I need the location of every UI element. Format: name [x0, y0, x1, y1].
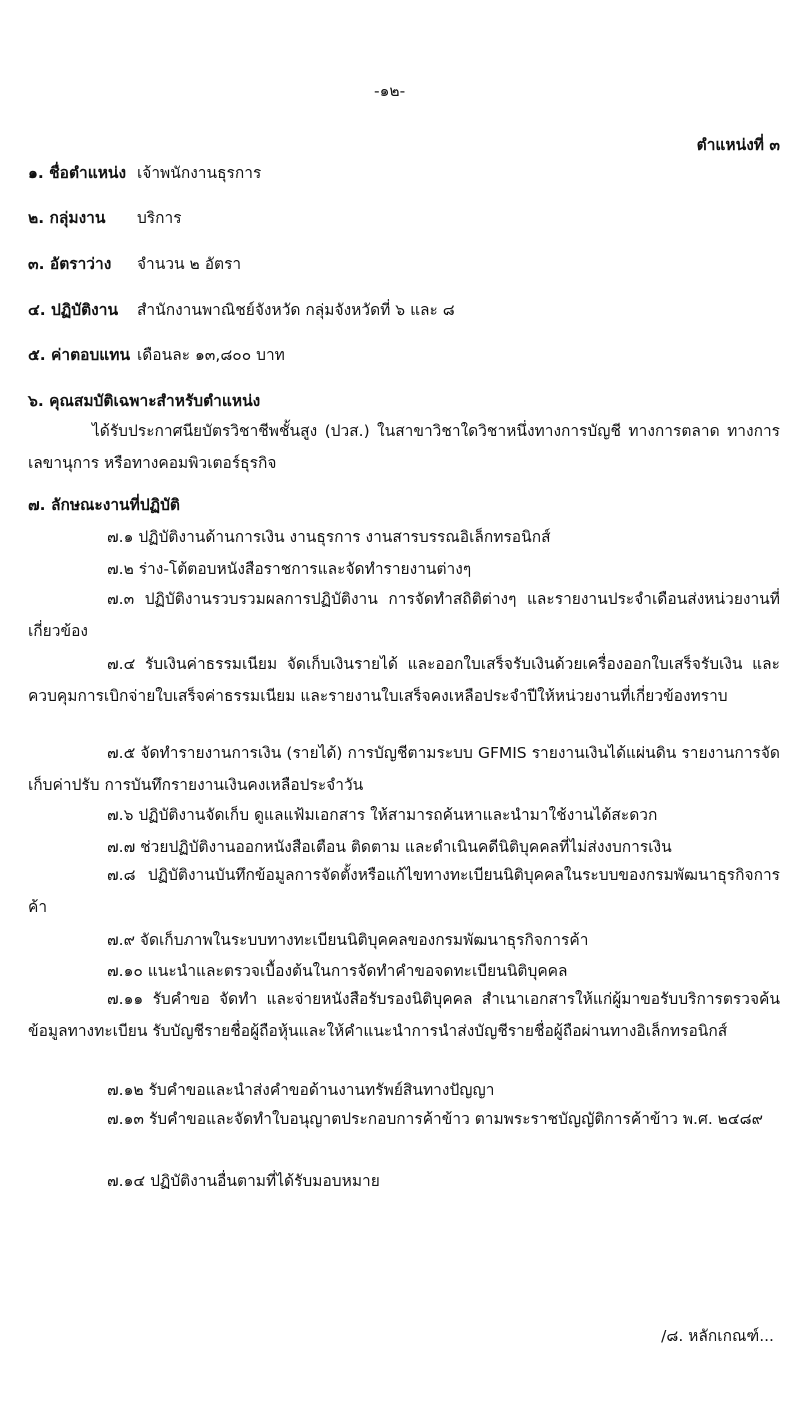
- duty-item: ๗.๓ ปฏิบัติงานรวบรวมผลการปฏิบัติงาน การจัดทำสถิติต่างๆ และรายงานประจำเดือนส่งหน่วยงานที่เกี่ยวข้อง: [28, 590, 780, 640]
- field-group: [28, 205, 182, 230]
- field-label: ๒. กลุ่มงาน: [28, 209, 106, 227]
- duty-item: ๗.๔ รับเงินค่าธรรมเนียม จัดเก็บเงินรายได้ และออกใบเสร็จรับเงินด้วยเครื่องออกใบเสร็จรับเงิน และควบคุมการเบิกจ่ายใบเสร็จค่าธรรมเนียม และรายงานใบเสร็จคงเหลือประจำปีให้หน่วยงานที่เกี่ยวข้องทราบ: [28, 655, 780, 705]
- field-vacancy: [28, 251, 241, 276]
- field-workplace: [28, 297, 455, 322]
- field-label: ๑. ชื่อตำแหน่ง: [28, 164, 127, 182]
- duties-heading: ๗. ลักษณะงานที่ปฏิบัติ: [28, 496, 180, 514]
- field-position-name: [28, 160, 261, 185]
- duty-item: ๗.๑๒ รับคำขอและนำส่งคำขอด้านงานทรัพย์สินทางปัญญา: [107, 1081, 495, 1099]
- page-number: -๑๒-: [374, 82, 406, 100]
- duty-item: ๗.๒ ร่าง-โต้ตอบหนังสือราชการและจัดทำรายงานต่างๆ: [107, 560, 472, 578]
- duty-item: ๗.๑๑ รับคำขอ จัดทำ และจ่ายหนังสือรับรองนิติบุคคล สำเนาเอกสารให้แก่ผู้มาขอรับบริการตรวจค้นข้อมูลทางทะเบียน รับบัญชีรายชื่อผู้ถือหุ้นและให้คำแนะนำการนำส่งบัญชีรายชื่อผู้ถือผ่านทางอิเล็กทรอนิกส์: [28, 990, 780, 1040]
- field-value: จำนวน ๒ อัตรา: [136, 255, 242, 273]
- duty-item: ๗.๗ ช่วยปฏิบัติงานออกหนังสือเตือน ติดตาม และดำเนินคดีนิติบุคคลที่ไม่ส่งงบการเงิน: [107, 838, 672, 856]
- duty-item: ๗.๑๐ แนะนำและตรวจเบื้องต้นในการจัดทำคำขอจดทะเบียนนิติบุคคล: [107, 962, 568, 980]
- duty-item: ๗.๘ ปฏิบัติงานบันทึกข้อมูลการจัดตั้งหรือแก้ไขทางทะเบียนนิติบุคคลในระบบของกรมพัฒนาธุรกิจการค้า: [28, 866, 780, 916]
- field-label: ๓. อัตราว่าง: [28, 255, 112, 273]
- duty-item: ๗.๑ ปฏิบัติงานด้านการเงิน งานธุรการ งานสารบรรณอิเล็กทรอนิกส์: [107, 528, 551, 546]
- duty-item: ๗.๑๔ ปฏิบัติงานอื่นตามที่ได้รับมอบหมาย: [107, 1172, 380, 1190]
- field-label: ๔. ปฏิบัติงาน: [28, 301, 119, 319]
- field-value: เจ้าพนักงานธุรการ: [136, 164, 262, 182]
- duty-item: ๗.๙ จัดเก็บภาพในระบบทางทะเบียนนิติบุคคลของกรมพัฒนาธุรกิจการค้า: [107, 931, 589, 949]
- duty-item: ๗.๑๓ รับคำขอและจัดทำใบอนุญาตประกอบการค้าข้าว ตามพระราชบัญญัติการค้าข้าว พ.ศ. ๒๔๘๙: [107, 1110, 763, 1128]
- field-value: เดือนละ ๑๓,๘๐๐ บาท: [136, 346, 285, 364]
- duty-item: ๗.๕ จัดทำรายงานการเงิน (รายได้) การบัญชีตามระบบ GFMIS รายงานเงินได้แผ่นดิน รายงานการจัดเก็บค่าปรับ การบันทึกรายงานเงินคงเหลือประจำวัน: [28, 744, 780, 794]
- position-label: ตำแหน่งที่ ๓: [696, 136, 780, 154]
- qualification-text: ได้รับประกาศนียบัตรวิชาชีพชั้นสูง (ปวส.) ในสาขาวิชาใดวิชาหนึ่งทางการบัญชี ทางการตลาด ทางการเลขานุการ หรือทางคอมพิวเตอร์ธุรกิจ: [28, 422, 780, 472]
- field-value: สำนักงานพาณิชย์จังหวัด กลุ่มจังหวัดที่ ๖ และ ๘: [136, 301, 455, 319]
- field-label: ๕. ค่าตอบแทน: [28, 346, 131, 364]
- duty-item: ๗.๖ ปฏิบัติงานจัดเก็บ ดูแลแฟ้มเอกสาร ให้สามารถค้นหาและนำมาใช้งานได้สะดวก: [107, 806, 658, 824]
- qualification-heading: ๖. คุณสมบัติเฉพาะสำหรับตำแหน่ง: [28, 392, 261, 410]
- field-compensation: [28, 342, 285, 367]
- continuation-note: /๘. หลักเกณฑ์...: [661, 1327, 774, 1345]
- field-value: บริการ: [136, 209, 182, 227]
